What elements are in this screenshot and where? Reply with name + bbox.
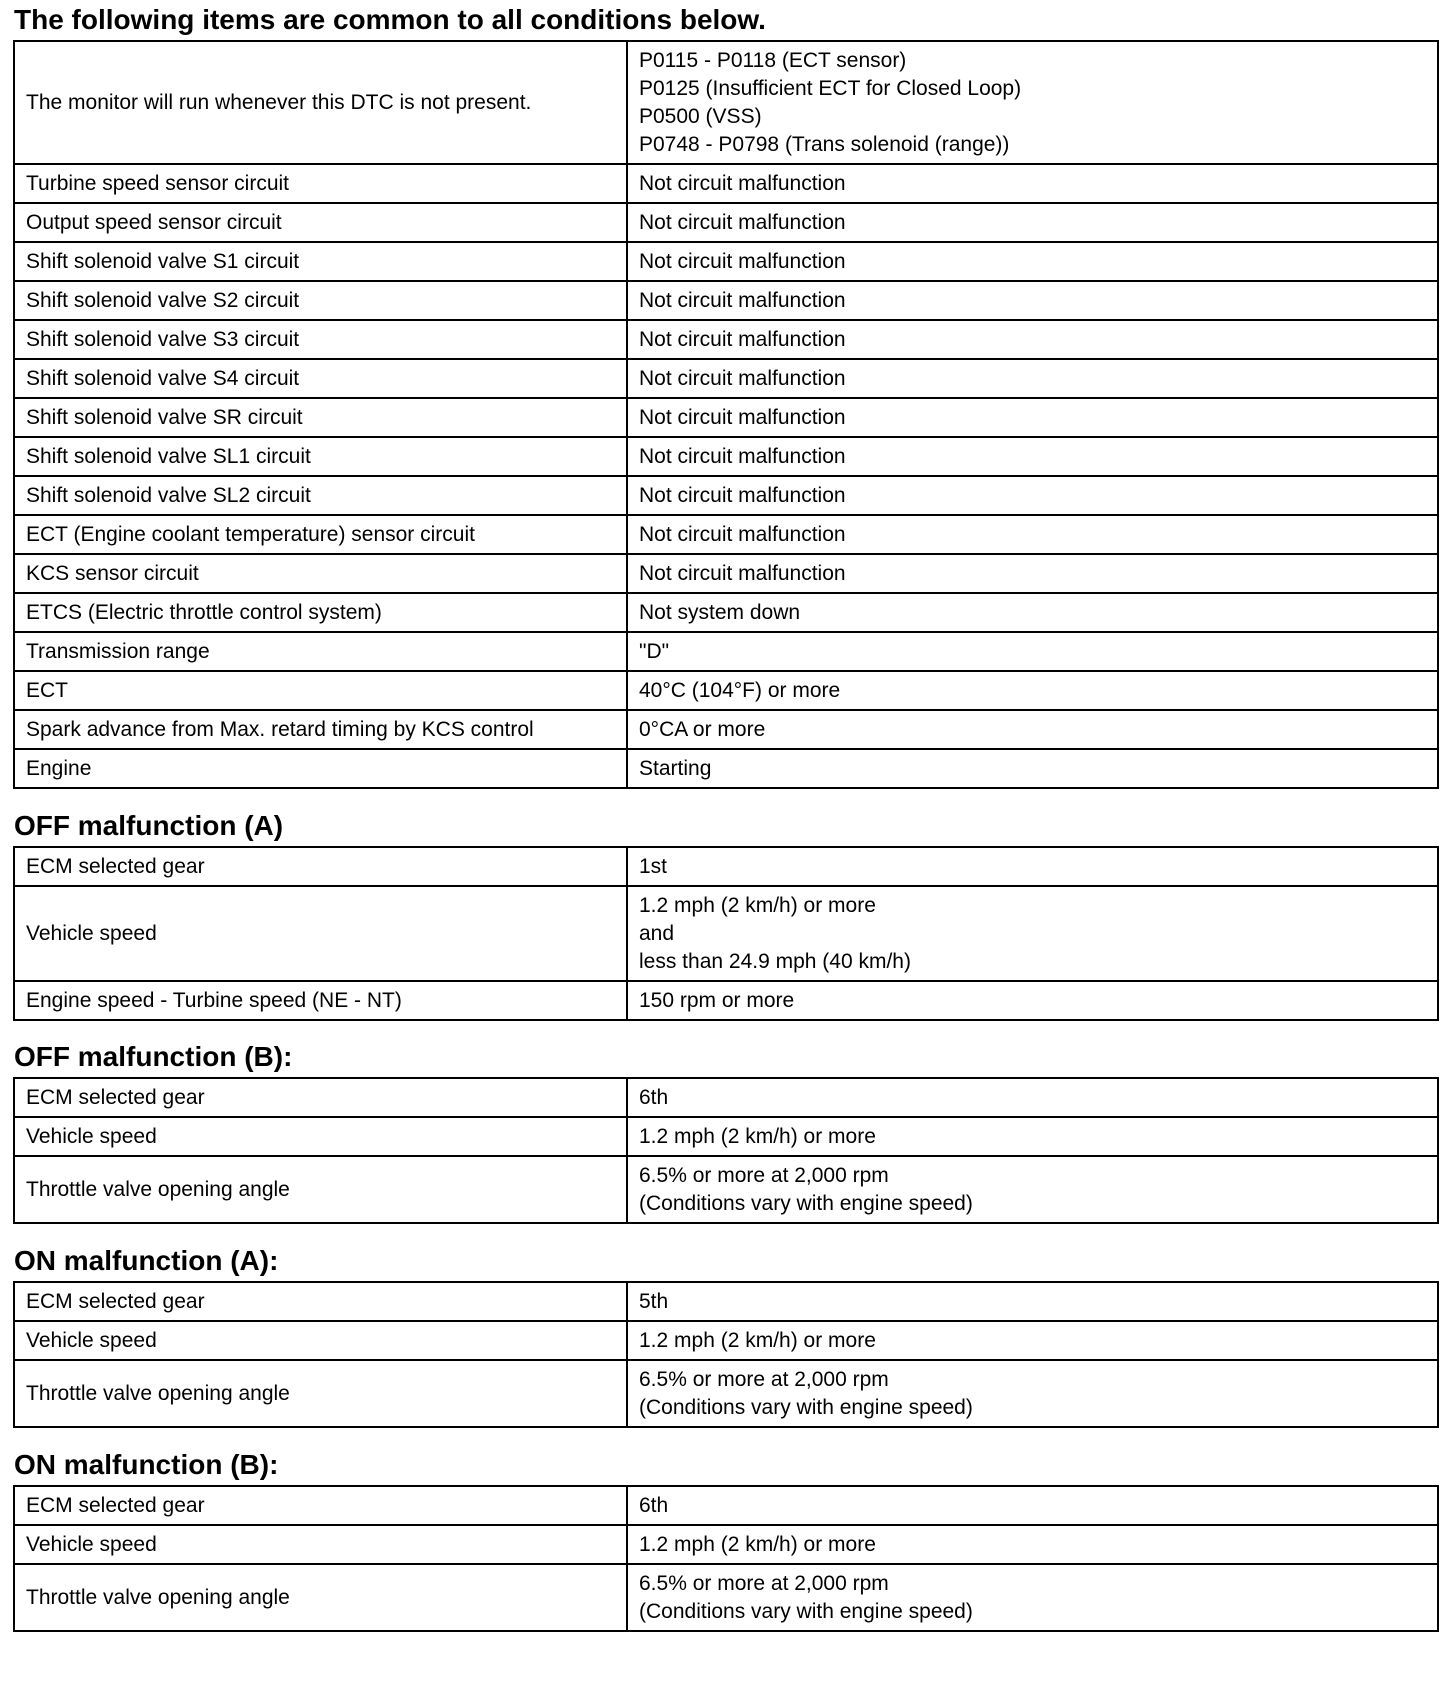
table-row [14, 1078, 1438, 1117]
condition-value [627, 1078, 1438, 1117]
condition-label: ECM selected gear [14, 1078, 627, 1117]
table-row [14, 476, 1438, 515]
value-line: 0°CA or more [639, 717, 766, 741]
condition-label: ETCS (Electric throttle control system) [14, 593, 627, 632]
condition-label: Shift solenoid valve S2 circuit [14, 281, 627, 320]
value-line: Not circuit malfunction [639, 444, 846, 468]
condition-value [627, 1360, 1438, 1427]
table-row [14, 242, 1438, 281]
value-line: (Conditions vary with engine speed) [639, 1599, 973, 1623]
table-row [14, 886, 1438, 981]
condition-value [627, 671, 1438, 710]
condition-label: Shift solenoid valve SL2 circuit [14, 476, 627, 515]
condition-value [627, 281, 1438, 320]
condition-value [627, 515, 1438, 554]
condition-label: Vehicle speed [14, 886, 627, 981]
value-line: (Conditions vary with engine speed) [639, 1191, 973, 1215]
condition-label: Shift solenoid valve SR circuit [14, 398, 627, 437]
condition-label: Shift solenoid valve SL1 circuit [14, 437, 627, 476]
condition-label: Shift solenoid valve S4 circuit [14, 359, 627, 398]
table-row [14, 981, 1438, 1020]
condition-label: Engine speed - Turbine speed (NE - NT) [14, 981, 627, 1020]
condition-value [627, 476, 1438, 515]
condition-value [627, 1156, 1438, 1223]
table-row [14, 749, 1438, 788]
condition-label: ECT [14, 671, 627, 710]
condition-value [627, 164, 1438, 203]
condition-label: Shift solenoid valve S1 circuit [14, 242, 627, 281]
conditions-table [13, 846, 1439, 1021]
condition-label: Throttle valve opening angle [14, 1360, 627, 1427]
value-line: 6.5% or more at 2,000 rpm [639, 1163, 889, 1187]
table-row [14, 1525, 1438, 1564]
table-row [14, 320, 1438, 359]
conditions-table [13, 1485, 1439, 1632]
value-line: P0748 - P0798 (Trans solenoid (range)) [639, 132, 1010, 156]
value-line: Not circuit malfunction [639, 249, 846, 273]
table-row [14, 1117, 1438, 1156]
value-line: 1.2 mph (2 km/h) or more [639, 1532, 876, 1556]
condition-label: KCS sensor circuit [14, 554, 627, 593]
condition-label: Spark advance from Max. retard timing by KCS control [14, 710, 627, 749]
condition-value [627, 632, 1438, 671]
value-line: 1st [639, 854, 668, 878]
value-line: Not circuit malfunction [639, 366, 846, 390]
condition-label: Engine [14, 749, 627, 788]
value-line: Not circuit malfunction [639, 522, 846, 546]
value-line: P0115 - P0118 (ECT sensor) [639, 48, 907, 72]
table-row [14, 437, 1438, 476]
value-line: (Conditions vary with engine speed) [639, 1395, 973, 1419]
value-line: 150 rpm or more [639, 988, 795, 1012]
value-line: Not circuit malfunction [639, 405, 846, 429]
value-line: 1.2 mph (2 km/h) or more [639, 893, 876, 917]
table-row [14, 398, 1438, 437]
condition-label: ECM selected gear [14, 1282, 627, 1321]
value-line: P0125 (Insufficient ECT for Closed Loop) [639, 76, 1022, 100]
table-row [14, 1282, 1438, 1321]
condition-value [627, 847, 1438, 886]
value-line: Not circuit malfunction [639, 210, 846, 234]
table-row [14, 1321, 1438, 1360]
condition-value [627, 398, 1438, 437]
condition-value [627, 320, 1438, 359]
value-line: Not circuit malfunction [639, 561, 846, 585]
condition-label: Shift solenoid valve S3 circuit [14, 320, 627, 359]
table-row [14, 164, 1438, 203]
value-line: 40°C (104°F) or more [639, 678, 841, 702]
table-row [14, 632, 1438, 671]
value-line: Not circuit malfunction [639, 327, 846, 351]
condition-value [627, 437, 1438, 476]
table-row [14, 1486, 1438, 1525]
condition-value [627, 1525, 1438, 1564]
condition-label: ECM selected gear [14, 1486, 627, 1525]
value-line: Not circuit malfunction [639, 483, 846, 507]
value-line: Not circuit malfunction [639, 171, 846, 195]
value-line: 1.2 mph (2 km/h) or more [639, 1328, 876, 1352]
section-title: ON malfunction (B): [14, 1449, 279, 1480]
table-row [14, 515, 1438, 554]
condition-value [627, 1117, 1438, 1156]
condition-label: The monitor will run whenever this DTC is not present. [14, 41, 627, 164]
value-line: 6.5% or more at 2,000 rpm [639, 1367, 889, 1391]
value-line: "D" [639, 639, 670, 663]
table-row [14, 1360, 1438, 1427]
condition-label: Turbine speed sensor circuit [14, 164, 627, 203]
table-row [14, 710, 1438, 749]
condition-value [627, 554, 1438, 593]
value-line: and [639, 921, 675, 945]
condition-label: ECM selected gear [14, 847, 627, 886]
value-line: less than 24.9 mph (40 km/h) [639, 949, 911, 973]
table-row [14, 41, 1438, 164]
value-line: 6th [639, 1493, 669, 1517]
table-row [14, 1156, 1438, 1223]
condition-value [627, 886, 1438, 981]
table-row [14, 1564, 1438, 1631]
section-title: OFF malfunction (A) [14, 810, 284, 841]
value-line: 6.5% or more at 2,000 rpm [639, 1571, 889, 1595]
condition-value [627, 203, 1438, 242]
condition-label: Vehicle speed [14, 1117, 627, 1156]
condition-value [627, 593, 1438, 632]
value-line: Starting [639, 756, 712, 780]
condition-label: Output speed sensor circuit [14, 203, 627, 242]
value-line: 1.2 mph (2 km/h) or more [639, 1124, 876, 1148]
condition-value [627, 749, 1438, 788]
condition-value [627, 981, 1438, 1020]
condition-label: Vehicle speed [14, 1321, 627, 1360]
condition-label: Throttle valve opening angle [14, 1156, 627, 1223]
value-line: Not circuit malfunction [639, 288, 846, 312]
condition-value [627, 1564, 1438, 1631]
table-row [14, 847, 1438, 886]
section-title: OFF malfunction (B): [14, 1041, 293, 1072]
condition-value [627, 359, 1438, 398]
table-row [14, 671, 1438, 710]
table-row [14, 554, 1438, 593]
condition-value [627, 710, 1438, 749]
value-line: 5th [639, 1289, 669, 1313]
condition-value [627, 242, 1438, 281]
value-line: Not system down [639, 600, 801, 624]
table-row [14, 593, 1438, 632]
condition-label: Throttle valve opening angle [14, 1564, 627, 1631]
condition-label: Vehicle speed [14, 1525, 627, 1564]
condition-value [627, 41, 1438, 164]
condition-value [627, 1321, 1438, 1360]
value-line: P0500 (VSS) [639, 104, 762, 128]
condition-label: Transmission range [14, 632, 627, 671]
value-line: 6th [639, 1085, 669, 1109]
conditions-table [13, 1281, 1439, 1428]
conditions-table [13, 1077, 1439, 1224]
section-title: ON malfunction (A): [14, 1245, 279, 1276]
section-title: The following items are common to all conditions below. [14, 4, 766, 35]
condition-value [627, 1486, 1438, 1525]
table-row [14, 281, 1438, 320]
table-row [14, 359, 1438, 398]
condition-value [627, 1282, 1438, 1321]
condition-label: ECT (Engine coolant temperature) sensor circuit [14, 515, 627, 554]
conditions-table [13, 40, 1439, 789]
table-row [14, 203, 1438, 242]
